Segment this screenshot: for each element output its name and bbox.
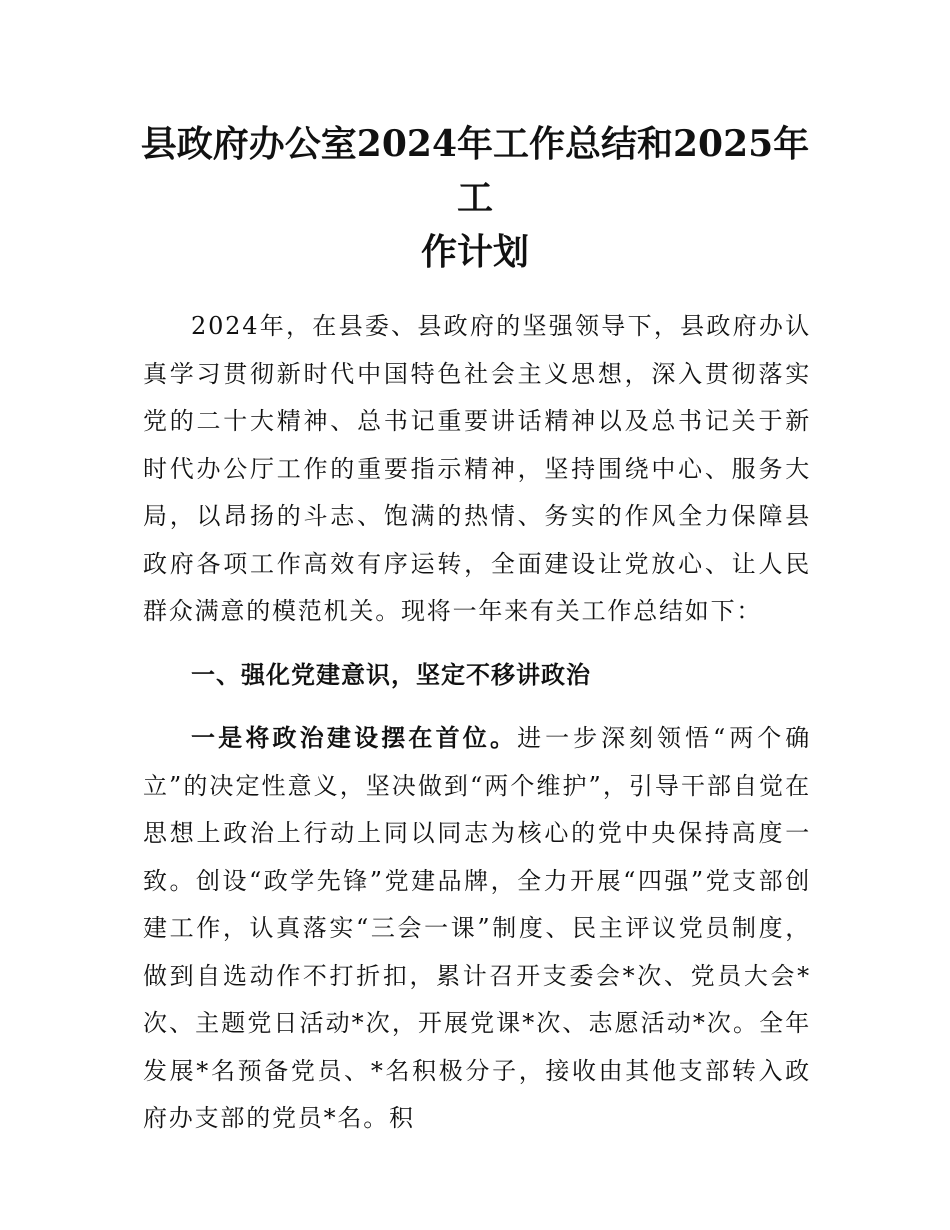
intro-paragraph: 2024年，在县委、县政府的坚强领导下，县政府办认真学习贯彻新时代中国特色社会主义思想，深入贯彻落实党的二十大精神、总书记重要讲话精神以及总书记关于新时代办公厅工作的重要指示精神，坚持围绕中心、服务大局，以昂扬的斗志、饱满的热情、务实的作风全力保障县政府各项工作高效有序运转，全面建设让党放心、让人民群众满意的模范机关。现将一年来有关工作总结如下： — [143, 312, 811, 625]
document-body — [143, 303, 811, 1143]
title-line-1: 县政府办公室2024年工作总结和2025年工 — [140, 123, 810, 219]
document-title — [140, 117, 810, 279]
section-paragraph — [143, 715, 811, 1143]
paragraph-body-text: 进一步深刻领悟“两个确立”的决定性意义，坚决做到“两个维护”，引导干部自觉在思想上政治上行动上同以同志为核心的党中央保持高度一致。创设“政学先锋”党建品牌，全力开展“四强”党支部创建工作，认真落实“三会一课”制度、民主评议党员制度，做到自选动作不打折扣，累计召开支委会*次、党员大会*次、主题党日活动*次，开展党课*次、志愿活动*次。全年发展*名预备党员、*名积极分子，接收由其他支部转入政府办支部的党员*名。积 — [143, 724, 811, 1132]
section-heading: 一、强化党建意识，坚定不移讲政治 — [191, 660, 591, 689]
paragraph-lead-phrase: 一是将政治建设摆在首位。 — [191, 724, 518, 752]
paragraph-spacer — [143, 699, 811, 715]
paragraph-spacer — [143, 636, 811, 652]
title-line-2: 作计划 — [420, 231, 529, 273]
